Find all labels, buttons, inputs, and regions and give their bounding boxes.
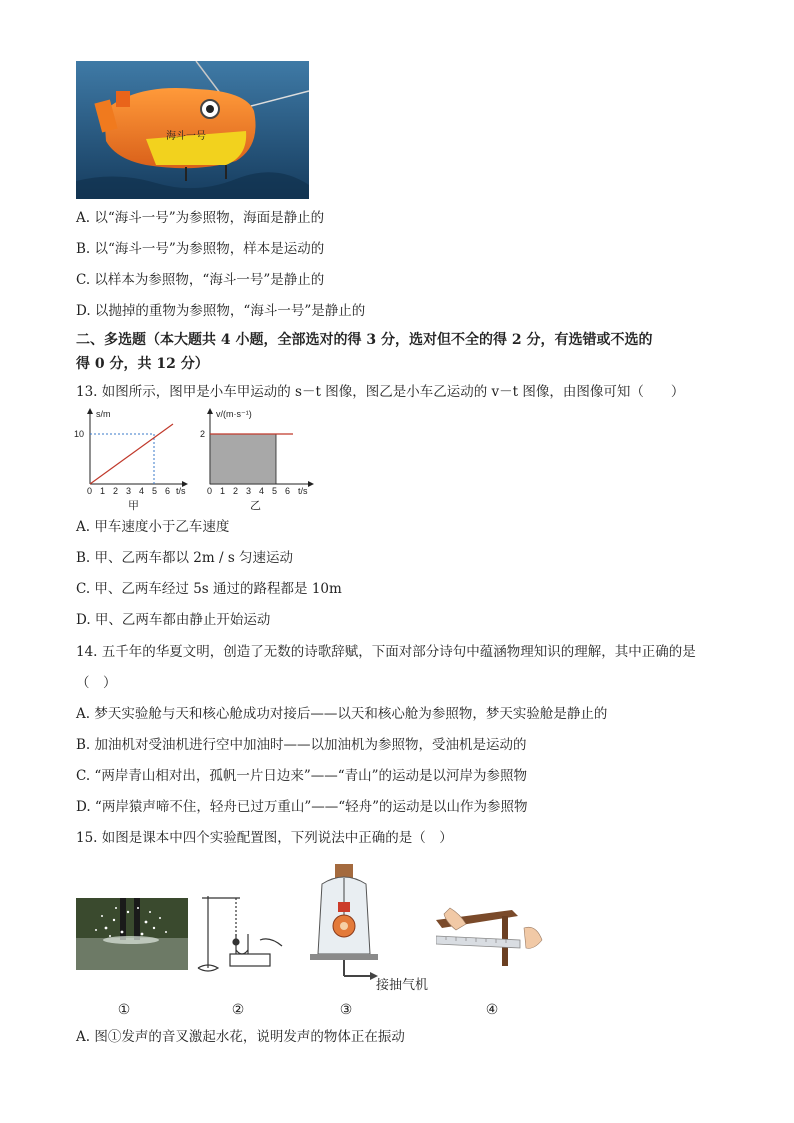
q13-stem: 13. 如图所示，图甲是小车甲运动的 s－t 图像，图乙是小车乙运动的 v－t 图像，由图像可知（ ）	[76, 384, 685, 400]
graph-vt-ylabel: v/(m·s⁻¹)	[216, 409, 252, 419]
pump-label: 接抽气机	[376, 978, 429, 993]
submarine-photo	[76, 61, 309, 199]
graph-st-xtick: 0	[87, 486, 93, 496]
graph-st-xtick: 2	[113, 486, 119, 496]
section-2-heading: 二、多选题（本大题共 4 小题，全部选对的得 3 分，选对但不全的得 2 分，有选错或不选的	[76, 332, 653, 348]
figure-label-4: ④	[485, 1002, 499, 1018]
graph-vt-xtick: 3	[246, 486, 252, 496]
graph-st-xlabel: t/s	[176, 486, 186, 496]
graph-vt-xlabel: t/s	[298, 486, 308, 496]
graph-vt	[194, 406, 320, 514]
graph-st-xtick: 1	[100, 486, 106, 496]
figure-bell-jar	[300, 862, 390, 984]
submarine-name: 海斗一号	[166, 131, 206, 142]
q12-option-d: D. 以抛掉的重物为参照物，“海斗一号”是静止的	[76, 303, 366, 319]
graph-st-ytick: 10	[74, 429, 85, 439]
q13-option-a: A. 甲车速度小于乙车速度	[76, 519, 230, 535]
graph-vt-xtick: 1	[220, 486, 226, 496]
graph-vt-ytick: 2	[200, 429, 206, 439]
q15-option-a: A. 图①发声的音叉激起水花，说明发声的物体正在振动	[76, 1029, 405, 1045]
graph-st-caption: 甲	[128, 500, 139, 512]
q13-option-d: D. 甲、乙两车都由静止开始运动	[76, 612, 271, 628]
figure-label-1: ①	[117, 1002, 131, 1018]
graph-st-line	[90, 424, 173, 484]
figure-tuning-fork-ball	[196, 888, 292, 976]
figure-label-3: ③	[339, 1002, 353, 1018]
graph-st-xtick: 6	[165, 486, 171, 496]
q12-option-a: A. 以“海斗一号”为参照物，海面是静止的	[76, 210, 325, 226]
q14-stem-cont: （ ）	[76, 675, 117, 691]
q14-option-d: D. “两岸猿声啼不住，轻舟已过万重山”——“轻舟”的运动是以山作为参照物	[76, 799, 528, 815]
q13-option-b: B. 甲、乙两车都以 2m / s 匀速运动	[76, 550, 294, 566]
q14-option-b: B. 加油机对受油机进行空中加油时——以加油机为参照物，受油机是运动的	[76, 737, 527, 753]
q12-option-c: C. 以样本为参照物，“海斗一号”是静止的	[76, 272, 325, 288]
graph-vt-caption: 乙	[250, 500, 261, 512]
graph-st-xtick: 3	[126, 486, 132, 496]
graph-vt-shaded-area	[210, 434, 276, 484]
graph-vt-xtick: 4	[259, 486, 265, 496]
graph-vt-xtick: 2	[233, 486, 239, 496]
graph-vt-xtick: 5	[272, 486, 278, 496]
q12-option-b: B. 以“海斗一号”为参照物，样本是运动的	[76, 241, 325, 257]
graph-st	[72, 406, 192, 514]
graph-vt-xtick: 0	[207, 486, 213, 496]
q14-option-c: C. “两岸青山相对出，孤帆一片日边来”——“青山”的运动是以河岸为参照物	[76, 768, 528, 784]
graph-st-ylabel: s/m	[96, 409, 111, 419]
q13-option-c: C. 甲、乙两车经过 5s 通过的路程都是 10m	[76, 581, 342, 597]
figure-ruler-table	[436, 906, 546, 968]
figure-label-2: ②	[231, 1002, 245, 1018]
graph-st-xtick: 4	[139, 486, 145, 496]
q15-stem: 15. 如图是课本中四个实验配置图，下列说法中正确的是（ ）	[76, 830, 453, 846]
graph-vt-xtick: 6	[285, 486, 291, 496]
q14-option-a: A. 梦天实验舱与天和核心舱成功对接后——以天和核心舱为参照物，梦天实验舱是静止的	[76, 706, 608, 722]
section-2-heading-cont: 得 0 分，共 12 分）	[76, 356, 209, 372]
graph-st-xtick: 5	[152, 486, 158, 496]
figure-tuning-fork-water	[76, 898, 188, 970]
q14-stem: 14. 五千年的华夏文明，创造了无数的诗歌辞赋，下面对部分诗句中蕴涵物理知识的理解，其中正确的是	[76, 644, 696, 660]
